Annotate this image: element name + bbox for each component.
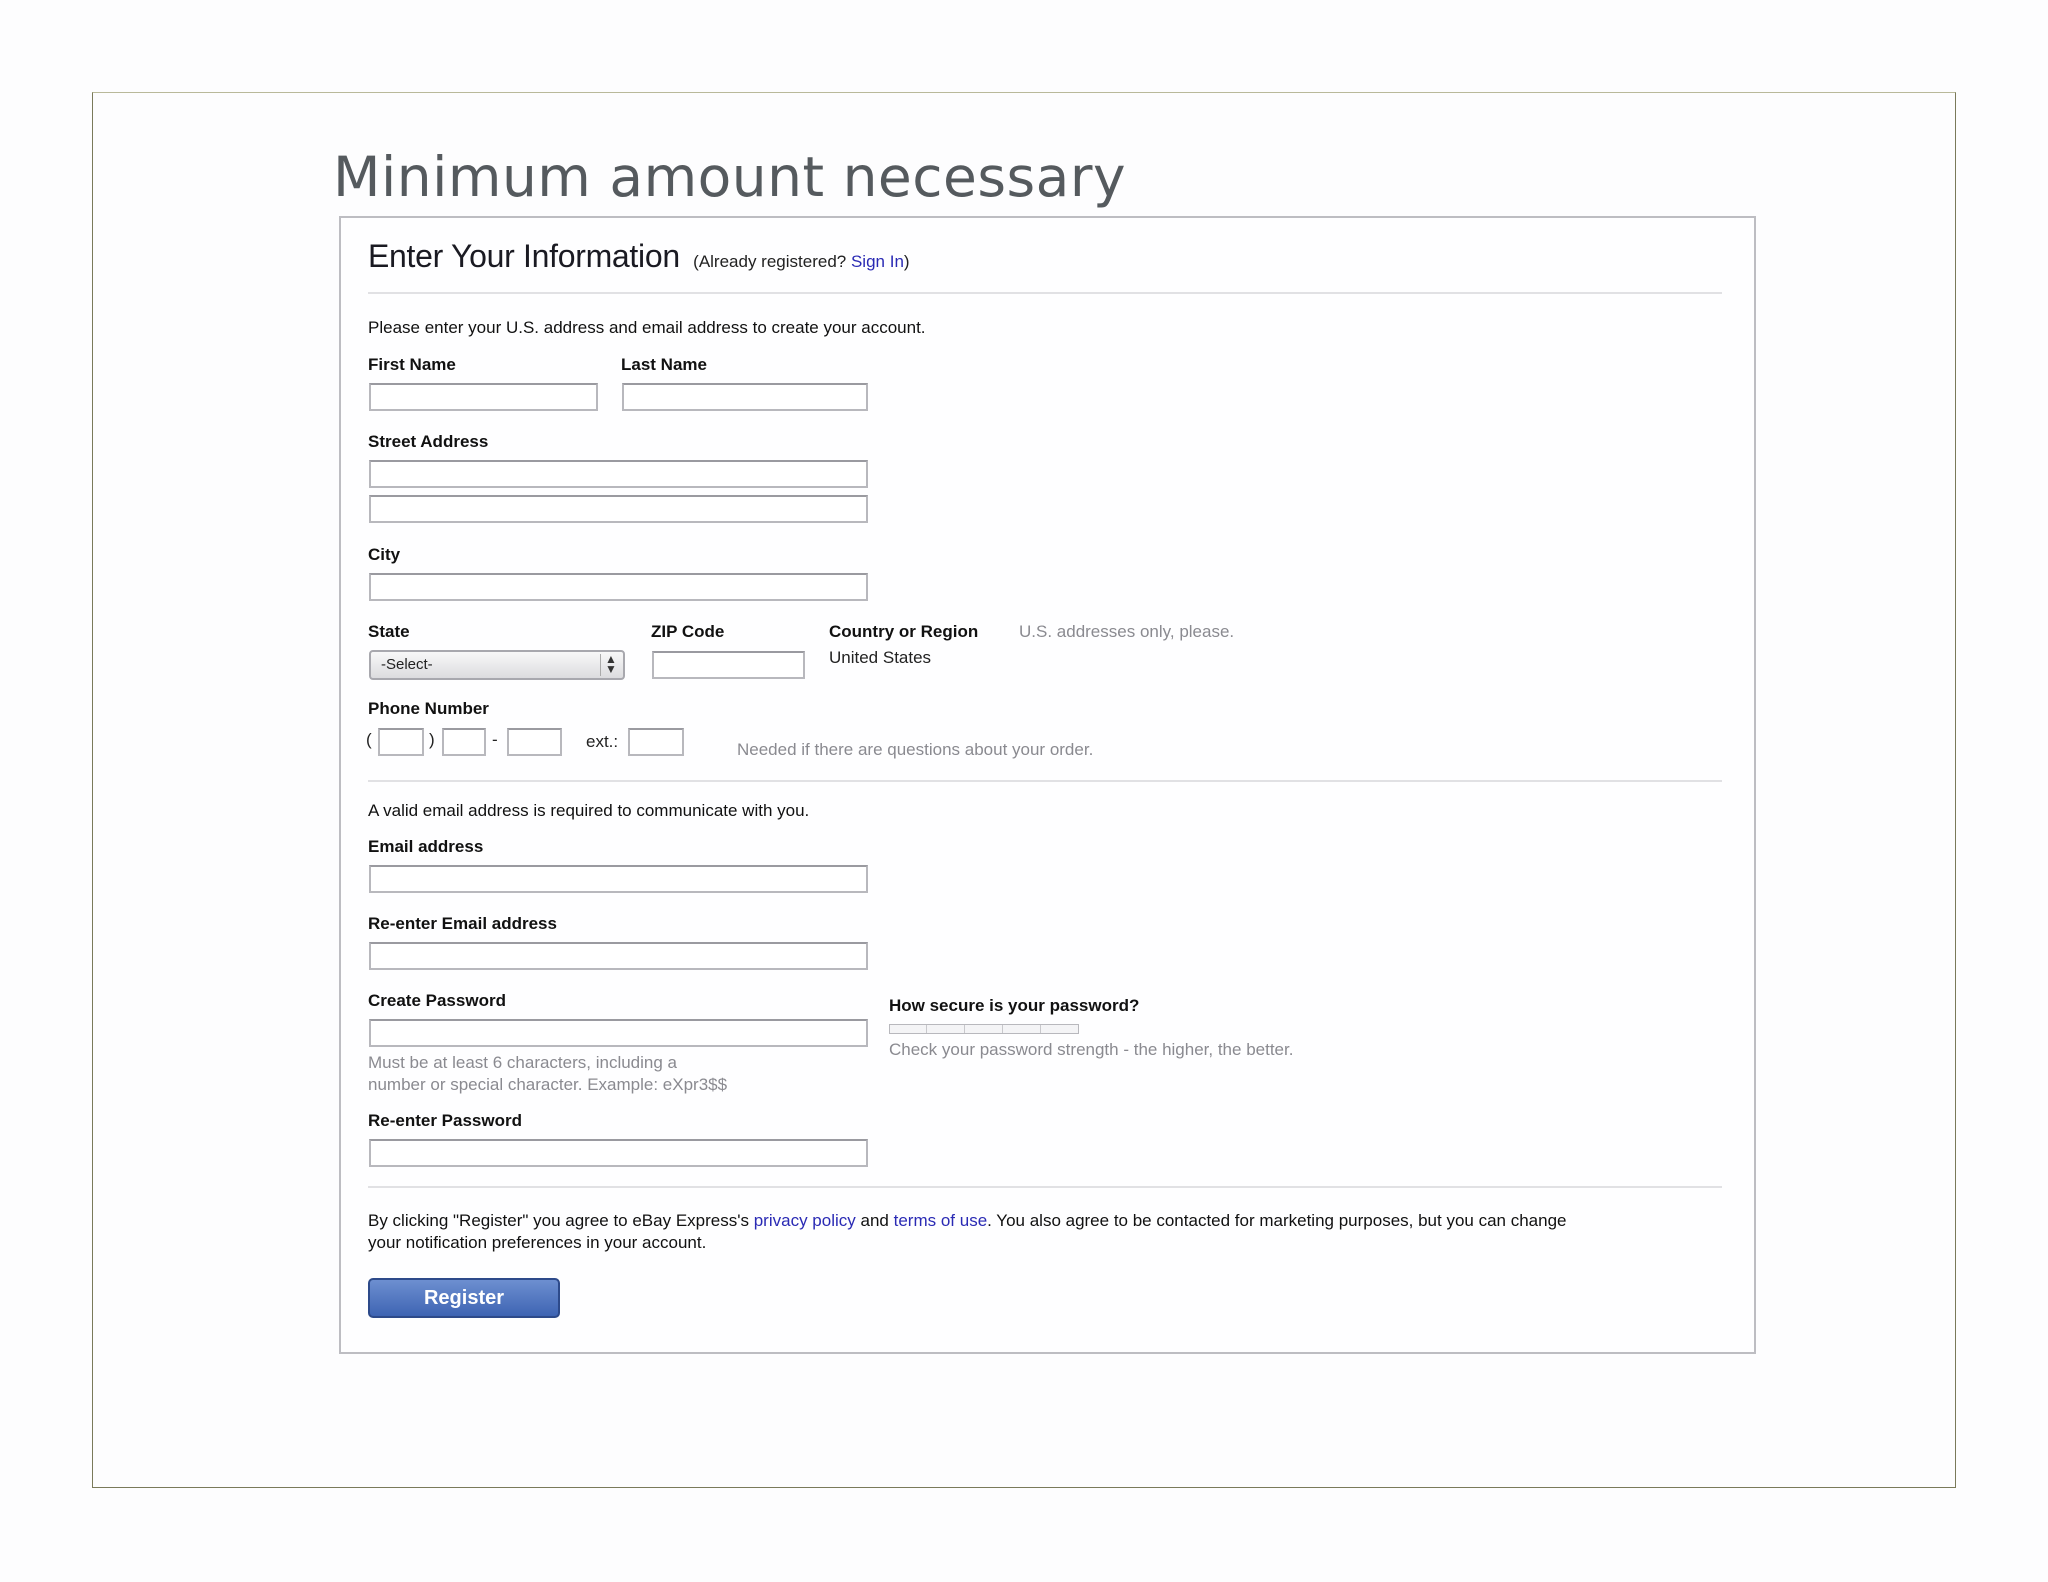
password-strength-meter [889, 1024, 1079, 1034]
street-address-label: Street Address [368, 432, 489, 451]
email-label: Email address [368, 837, 484, 856]
zip-code-label: ZIP Code [651, 622, 725, 641]
heading-text: Enter Your Information [368, 238, 680, 274]
register-button[interactable]: Register [368, 1278, 560, 1318]
phone-dash: - [492, 730, 498, 749]
already-registered-text: (Already registered? Sign In) [693, 252, 910, 271]
password-hint-line1: Must be at least 6 characters, including a [368, 1053, 677, 1072]
state-select-value: -Select- [381, 656, 433, 673]
zip-code-input[interactable] [652, 651, 805, 679]
slide-title: Minimum amount necessary [333, 145, 1127, 209]
terms-of-use-link[interactable]: terms of use [893, 1211, 988, 1230]
country-label: Country or Region [829, 622, 979, 641]
email-intro: A valid email address is required to communicate with you. [368, 801, 810, 820]
phone-ext-label: ext.: [586, 732, 619, 751]
reenter-password-label: Re-enter Password [368, 1111, 522, 1130]
divider [368, 780, 1722, 782]
state-label: State [368, 622, 410, 641]
phone-open-paren: ( [366, 730, 372, 749]
email-input[interactable] [369, 865, 868, 893]
phone-area-code-input[interactable] [378, 728, 424, 756]
street-address-line1-input[interactable] [369, 460, 868, 488]
reenter-email-input[interactable] [369, 942, 868, 970]
phone-close-paren: ) [429, 730, 435, 749]
divider [368, 1186, 1722, 1188]
registration-form [339, 216, 1756, 1354]
reenter-email-label: Re-enter Email address [368, 914, 557, 933]
last-name-label: Last Name [621, 355, 707, 374]
phone-hint: Needed if there are questions about your order. [737, 740, 1094, 759]
password-hint-line2: number or special character. Example: eXpr3$$ [368, 1075, 728, 1094]
form-heading [368, 238, 910, 275]
divider [368, 292, 1722, 294]
reenter-password-input[interactable] [369, 1139, 868, 1167]
password-strength-hint: Check your password strength - the higher, the better. [889, 1040, 1294, 1059]
privacy-policy-link[interactable]: privacy policy [753, 1211, 856, 1230]
first-name-input[interactable] [369, 383, 598, 411]
select-arrows-icon: ▲ ▼ [600, 654, 621, 676]
phone-number-label: Phone Number [368, 699, 489, 718]
legal-text-line2: your notification preferences in your account. [368, 1233, 707, 1252]
street-address-line2-input[interactable] [369, 495, 868, 523]
city-label: City [368, 545, 401, 564]
phone-prefix-input[interactable] [442, 728, 486, 756]
state-select[interactable] [369, 650, 625, 680]
sign-in-link[interactable]: Sign In [850, 252, 904, 271]
last-name-input[interactable] [622, 383, 868, 411]
city-input[interactable] [369, 573, 868, 601]
create-password-label: Create Password [368, 991, 506, 1010]
legal-text-line1: By clicking "Register" you agree to eBay Express's privacy policy and terms of use. You also agree to be contacted for marketing purposes, but you can change [368, 1211, 1567, 1230]
phone-ext-input[interactable] [628, 728, 684, 756]
first-name-label: First Name [368, 355, 456, 374]
password-security-label: How secure is your password? [889, 996, 1140, 1015]
create-password-input[interactable] [369, 1019, 868, 1047]
address-intro: Please enter your U.S. address and email address to create your account. [368, 318, 926, 337]
country-hint: U.S. addresses only, please. [1019, 622, 1235, 641]
phone-line-input[interactable] [507, 728, 562, 756]
country-value: United States [829, 648, 932, 667]
